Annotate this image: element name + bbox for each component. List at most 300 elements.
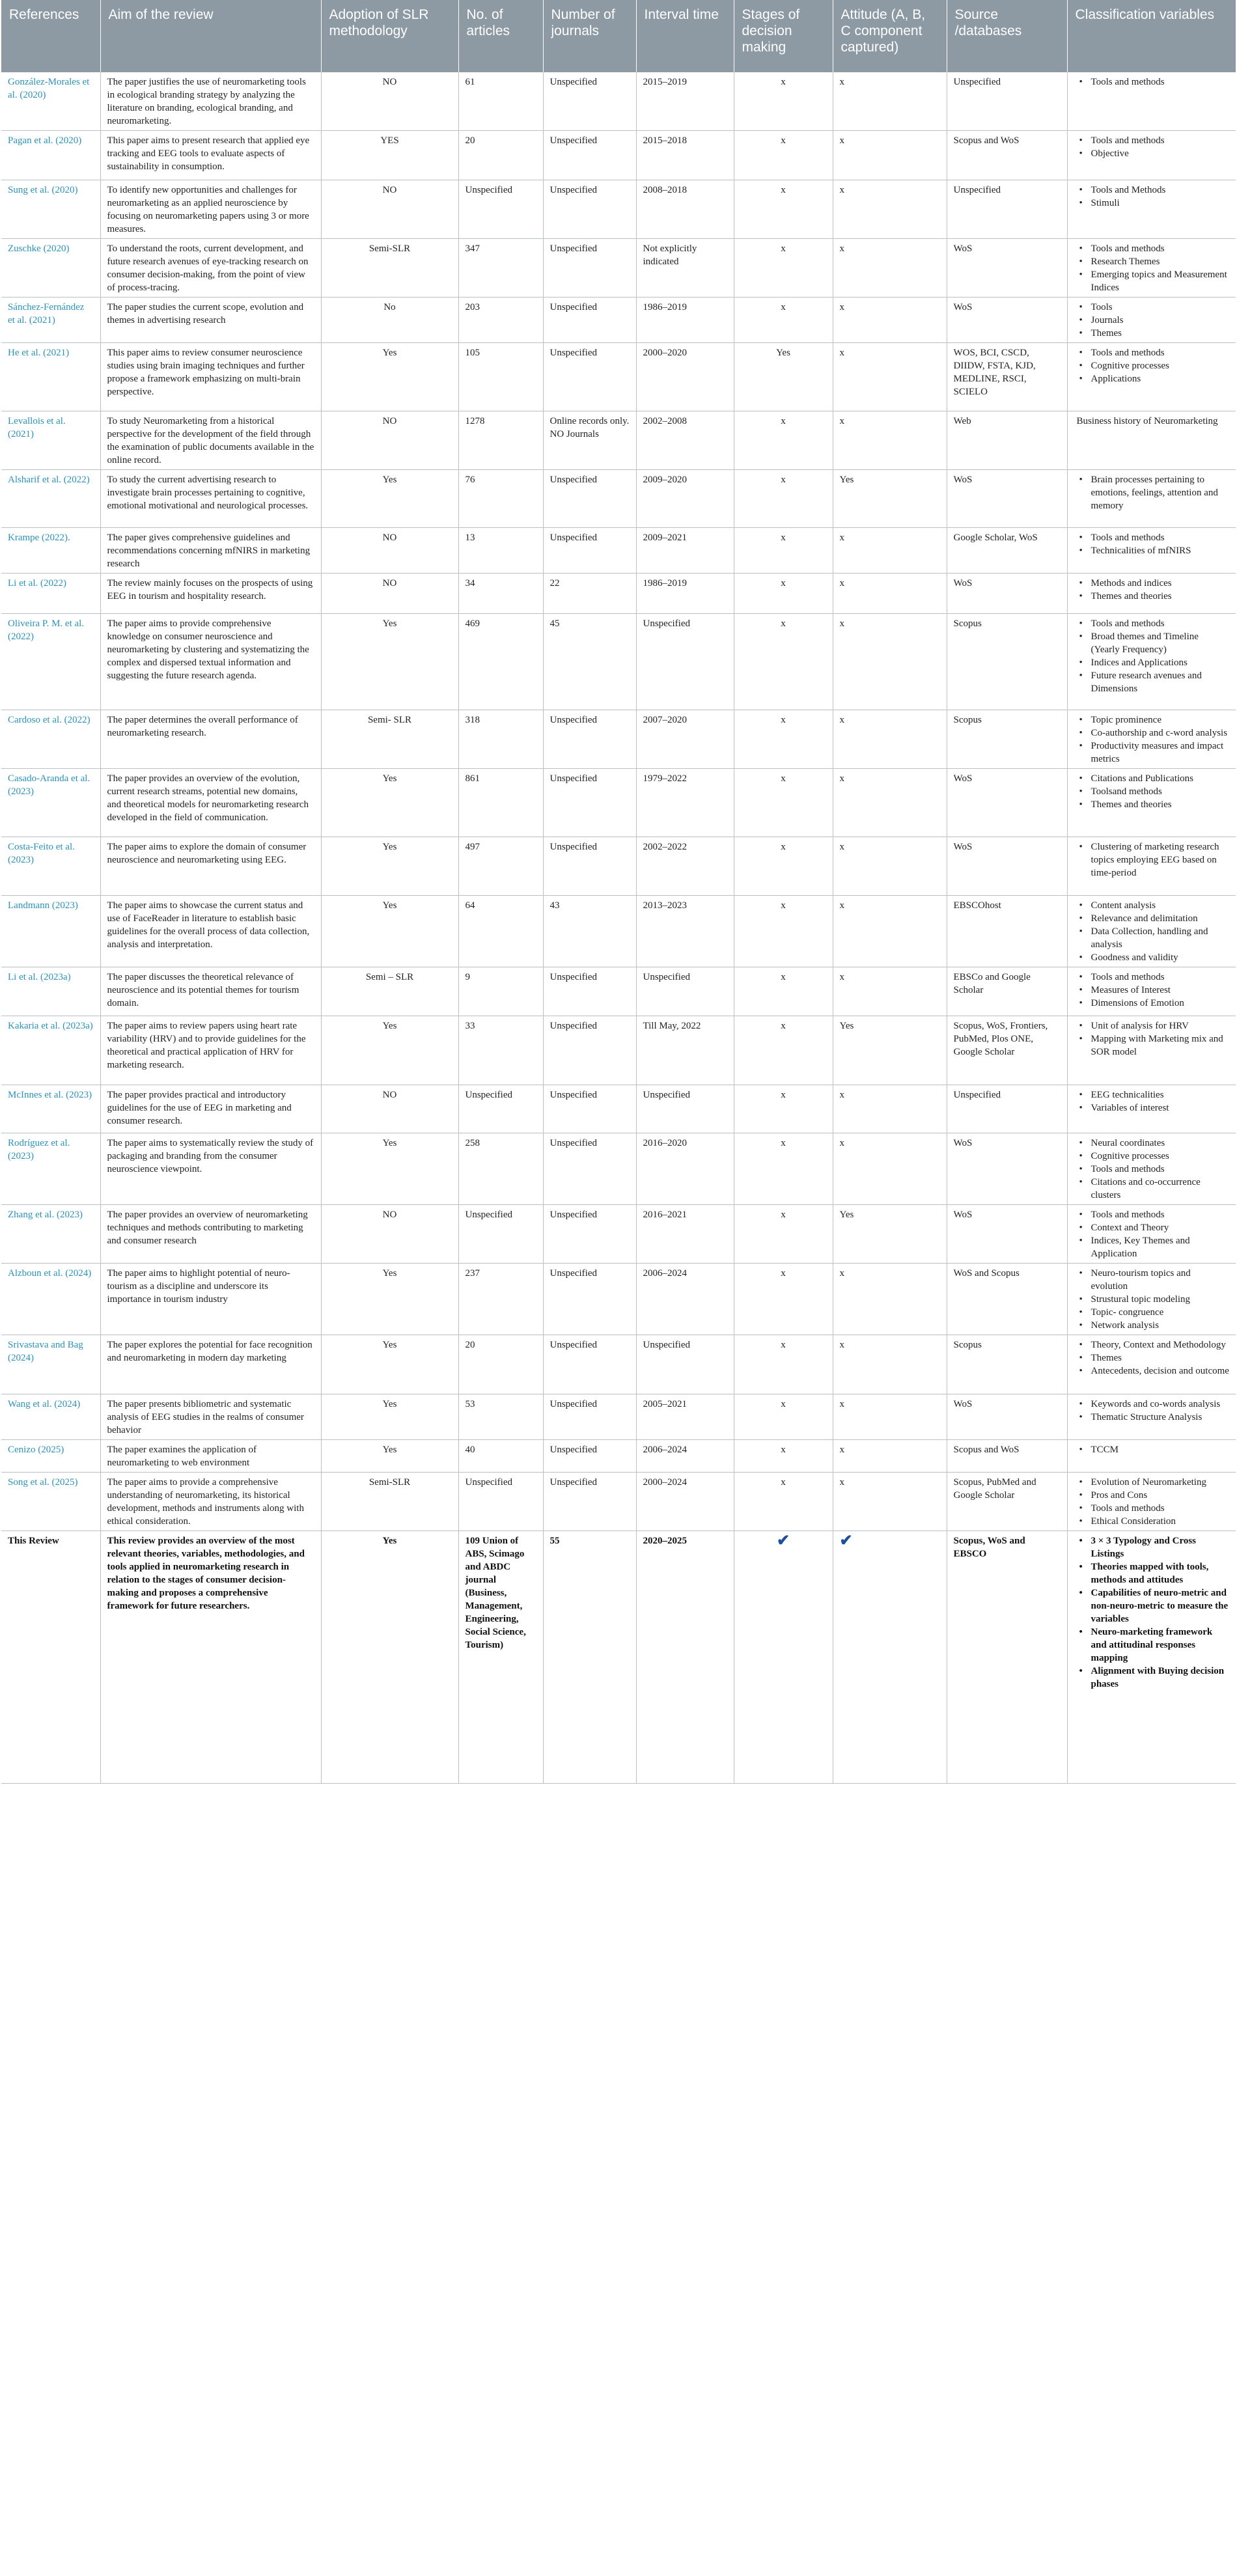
classification-cell	[1067, 1085, 1236, 1133]
attitude-value: x	[839, 1445, 844, 1455]
reference-link[interactable]: Srivastava and Bag (2024)	[1, 1335, 100, 1394]
slr-cell: Semi-SLR	[321, 1473, 458, 1531]
classification-item: • Network analysis	[1077, 1319, 1230, 1332]
articles-cell: 347	[458, 239, 543, 298]
stages-value: x	[781, 972, 786, 982]
classification-item: • Relevance and delimitation	[1077, 912, 1230, 925]
table-row	[1, 1531, 1236, 1784]
table-row	[1, 837, 1236, 896]
classification-list	[1077, 1088, 1230, 1115]
classification-cell	[1067, 298, 1236, 343]
classification-item: • Measures of Interest	[1077, 984, 1230, 997]
reference-link[interactable]: Landmann (2023)	[1, 896, 100, 967]
classification-item: • Themes	[1077, 1351, 1230, 1364]
interval-cell: 2015–2019	[636, 72, 734, 131]
slr-cell: Yes	[321, 1264, 458, 1335]
attitude-value: x	[839, 618, 844, 629]
classification-list	[1077, 577, 1230, 603]
stages-cell	[734, 343, 833, 411]
stages-cell	[734, 180, 833, 239]
reference-link[interactable]: Levallois et al. (2021)	[1, 411, 100, 470]
attitude-value: Yes	[839, 1021, 854, 1031]
articles-cell: Unspecified	[458, 1473, 543, 1531]
header-source: Source /databases	[947, 0, 1067, 72]
classification-item: • Tools and methods	[1077, 134, 1230, 147]
attitude-cell	[833, 239, 947, 298]
aim-cell: To study Neuromarketing from a historical perspective for the development of the field through the examination of public documents available in the online record.	[100, 411, 321, 470]
reference-link[interactable]: Alsharif et al. (2022)	[1, 470, 100, 528]
classification-list	[1077, 772, 1230, 811]
journals-cell: Unspecified	[543, 131, 636, 180]
header-slr-adoption: Adoption of SLR methodology	[321, 0, 458, 72]
classification-list	[1077, 1398, 1230, 1424]
classification-item: • Indices and Applications	[1077, 656, 1230, 669]
table-body	[1, 72, 1236, 1784]
attitude-cell	[833, 528, 947, 574]
stages-value: x	[781, 243, 786, 254]
interval-cell: 2002–2008	[636, 411, 734, 470]
interval-cell: 2016–2021	[636, 1205, 734, 1264]
classification-item: • Citations and Publications	[1077, 772, 1230, 785]
reference-link[interactable]: Song et al. (2025)	[1, 1473, 100, 1531]
classification-list	[1077, 76, 1230, 89]
articles-cell: 61	[458, 72, 543, 131]
interval-cell: Unspecified	[636, 1085, 734, 1133]
stages-value: x	[781, 1445, 786, 1455]
interval-cell: Not explicitly indicated	[636, 239, 734, 298]
classification-list	[1077, 473, 1230, 512]
stages-cell	[734, 1531, 833, 1784]
classification-item: • Emerging topics and Measurement Indices	[1077, 268, 1230, 294]
reference-link[interactable]: Sung et al. (2020)	[1, 180, 100, 239]
stages-value: x	[781, 1210, 786, 1220]
source-cell: Scopus, WoS, Frontiers, PubMed, Plos ONE, Google Scholar	[947, 1016, 1067, 1085]
stages-cell	[734, 1264, 833, 1335]
attitude-cell	[833, 1473, 947, 1531]
classification-item: • Co-authorship and c-word analysis	[1077, 727, 1230, 740]
stages-value: x	[781, 1268, 786, 1279]
reference-link[interactable]: Alzboun et al. (2024)	[1, 1264, 100, 1335]
stages-value: x	[781, 1090, 786, 1100]
classification-cell	[1067, 180, 1236, 239]
reference-link[interactable]: Wang et al. (2024)	[1, 1394, 100, 1440]
stages-value: x	[781, 77, 786, 87]
reference-link[interactable]: Casado-Aranda et al. (2023)	[1, 769, 100, 837]
classification-list	[1077, 971, 1230, 1010]
classification-item: • Tools and methods	[1077, 1502, 1230, 1515]
source-cell: Web	[947, 411, 1067, 470]
classification-item: • Technicalities of mfNIRS	[1077, 544, 1230, 557]
reference-link[interactable]: Cenizo (2025)	[1, 1440, 100, 1473]
table-row	[1, 1335, 1236, 1394]
stages-value: x	[781, 618, 786, 629]
classification-item: • Mapping with Marketing mix and SOR model	[1077, 1032, 1230, 1059]
aim-cell: The paper determines the overall performance of neuromarketing research.	[100, 710, 321, 769]
slr-cell: Yes	[321, 1335, 458, 1394]
table-row	[1, 1205, 1236, 1264]
stages-value: x	[781, 135, 786, 146]
journals-cell: Unspecified	[543, 1085, 636, 1133]
journals-cell: Unspecified	[543, 1440, 636, 1473]
source-cell: Unspecified	[947, 180, 1067, 239]
table-row	[1, 131, 1236, 180]
classification-item: • Brain processes pertaining to emotions, feelings, attention and memory	[1077, 473, 1230, 512]
articles-cell: 9	[458, 967, 543, 1016]
source-cell: Scopus, WoS and EBSCO	[947, 1531, 1067, 1784]
stages-value: x	[781, 1021, 786, 1031]
interval-cell: 2015–2018	[636, 131, 734, 180]
attitude-cell	[833, 1335, 947, 1394]
attitude-value: x	[839, 1090, 844, 1100]
source-cell: Unspecified	[947, 1085, 1067, 1133]
classification-cell	[1067, 614, 1236, 710]
reference-link[interactable]: Krampe (2022).	[1, 528, 100, 574]
classification-item: • Tools and methods	[1077, 531, 1230, 544]
aim-cell: The paper provides an overview of neuromarketing techniques and methods contributing to marketing and consumer research	[100, 1205, 321, 1264]
stages-value: x	[781, 1340, 786, 1350]
articles-cell: 33	[458, 1016, 543, 1085]
interval-cell: 2006–2024	[636, 1440, 734, 1473]
attitude-cell	[833, 1133, 947, 1205]
aim-cell: This paper aims to present research that applied eye tracking and EEG tools to evaluate aspects of sustainability in consumption.	[100, 131, 321, 180]
header-classification: Classification variables	[1067, 0, 1236, 72]
classification-cell	[1067, 1473, 1236, 1531]
articles-cell: 1278	[458, 411, 543, 470]
classification-cell	[1067, 710, 1236, 769]
classification-list	[1077, 617, 1230, 695]
reference-link[interactable]: Cardoso et al. (2022)	[1, 710, 100, 769]
attitude-value: x	[839, 302, 844, 312]
classification-cell	[1067, 1531, 1236, 1784]
attitude-value: x	[839, 135, 844, 146]
interval-cell: Till May, 2022	[636, 1016, 734, 1085]
stages-value: x	[781, 533, 786, 543]
slr-cell: Yes	[321, 614, 458, 710]
classification-item: • 3 × 3 Typology and Cross Listings	[1077, 1534, 1230, 1560]
classification-item: • Cognitive processes	[1077, 1150, 1230, 1163]
articles-cell: 53	[458, 1394, 543, 1440]
interval-cell: 1986–2019	[636, 298, 734, 343]
classification-item: • Tools and methods	[1077, 76, 1230, 89]
journals-cell: Unspecified	[543, 769, 636, 837]
classification-item: • Tools and methods	[1077, 346, 1230, 359]
classification-cell	[1067, 837, 1236, 896]
journals-cell: Unspecified	[543, 710, 636, 769]
attitude-value: x	[839, 1399, 844, 1409]
reference-link[interactable]: Sánchez-Fernández et al. (2021)	[1, 298, 100, 343]
reference-link[interactable]: Li et al. (2022)	[1, 574, 100, 614]
slr-cell: NO	[321, 72, 458, 131]
classification-list	[1077, 1443, 1230, 1456]
classification-cell	[1067, 1264, 1236, 1335]
journals-cell: 22	[543, 574, 636, 614]
attitude-value: x	[839, 900, 844, 911]
classification-list	[1077, 184, 1230, 210]
table-row	[1, 1016, 1236, 1085]
table-row	[1, 574, 1236, 614]
slr-cell: NO	[321, 1205, 458, 1264]
source-cell: WoS	[947, 1133, 1067, 1205]
slr-cell: NO	[321, 180, 458, 239]
articles-cell: 34	[458, 574, 543, 614]
classification-item: • Alignment with Buying decision phases	[1077, 1665, 1230, 1691]
stages-cell	[734, 131, 833, 180]
source-cell: WoS	[947, 1205, 1067, 1264]
interval-cell: 2009–2020	[636, 470, 734, 528]
classification-item: • Context and Theory	[1077, 1221, 1230, 1234]
classification-cell	[1067, 1016, 1236, 1085]
source-cell: WoS and Scopus	[947, 1264, 1067, 1335]
table-row	[1, 180, 1236, 239]
table-row	[1, 710, 1236, 769]
source-cell: Scopus and WoS	[947, 131, 1067, 180]
attitude-cell	[833, 1016, 947, 1085]
aim-cell: The paper aims to provide comprehensive knowledge on consumer neuroscience and neuromarketing by clustering and systematizing the complex and dispersed textual information and suggesting the future research agenda.	[100, 614, 321, 710]
attitude-value: x	[839, 348, 844, 358]
reference-link[interactable]: Costa-Feito et al. (2023)	[1, 837, 100, 896]
source-cell: Scopus and WoS	[947, 1440, 1067, 1473]
header-aim: Aim of the review	[100, 0, 321, 72]
slr-cell: Semi- SLR	[321, 710, 458, 769]
aim-cell: The paper gives comprehensive guidelines and recommendations concerning mfNIRS in marketing research	[100, 528, 321, 574]
classification-item: • Citations and co-occurrence clusters	[1077, 1176, 1230, 1202]
classification-item: • Neural coordinates	[1077, 1137, 1230, 1150]
stages-cell	[734, 710, 833, 769]
attitude-cell	[833, 131, 947, 180]
interval-cell: 2008–2018	[636, 180, 734, 239]
attitude-cell	[833, 1531, 947, 1784]
table-header-row	[1, 0, 1236, 72]
source-cell: EBSCo and Google Scholar	[947, 967, 1067, 1016]
table-row	[1, 470, 1236, 528]
classification-item: • Topic- congruence	[1077, 1306, 1230, 1319]
interval-cell: 1979–2022	[636, 769, 734, 837]
classification-item: • Stimuli	[1077, 197, 1230, 210]
source-cell: WoS	[947, 1394, 1067, 1440]
reference-link[interactable]: He et al. (2021)	[1, 343, 100, 411]
attitude-cell	[833, 1264, 947, 1335]
journals-cell: Unspecified	[543, 298, 636, 343]
stages-cell	[734, 411, 833, 470]
table-row	[1, 1394, 1236, 1440]
articles-cell: 203	[458, 298, 543, 343]
classification-item: • Themes	[1077, 327, 1230, 340]
classification-list	[1077, 1534, 1230, 1691]
journals-cell: 45	[543, 614, 636, 710]
aim-cell: The paper provides an overview of the evolution, current research streams, potential new domains, and theoretical models for neuromarketing research developed in the field of communication.	[100, 769, 321, 837]
stages-cell	[734, 528, 833, 574]
attitude-cell	[833, 769, 947, 837]
aim-cell: The paper aims to review papers using heart rate variability (HRV) and to provide guidelines for the theoretical and practical application of HRV for marketing research.	[100, 1016, 321, 1085]
journals-cell: 43	[543, 896, 636, 967]
reference-link[interactable]: Rodríguez et al. (2023)	[1, 1133, 100, 1205]
classification-list	[1077, 242, 1230, 294]
table-row	[1, 1085, 1236, 1133]
stages-value: x	[781, 185, 786, 195]
slr-cell: YES	[321, 131, 458, 180]
slr-cell: Yes	[321, 837, 458, 896]
stages-value: x	[781, 1399, 786, 1409]
stages-cell	[734, 1085, 833, 1133]
classification-item: • Journals	[1077, 314, 1230, 327]
reference-link[interactable]: Kakaria et al. (2023a)	[1, 1016, 100, 1085]
reference-link: This Review	[1, 1531, 100, 1784]
attitude-value: Yes	[839, 475, 854, 485]
articles-cell: 861	[458, 769, 543, 837]
classification-cell	[1067, 769, 1236, 837]
slr-cell: Yes	[321, 1531, 458, 1784]
table-row	[1, 967, 1236, 1016]
slr-cell: NO	[321, 411, 458, 470]
aim-cell: The review mainly focuses on the prospects of using EEG in tourism and hospitality research.	[100, 574, 321, 614]
aim-cell: The paper aims to explore the domain of consumer neuroscience and neuromarketing using EEG.	[100, 837, 321, 896]
attitude-value: Yes	[839, 1210, 854, 1220]
classification-cell	[1067, 528, 1236, 574]
slr-cell: NO	[321, 574, 458, 614]
source-cell: WoS	[947, 298, 1067, 343]
journals-cell: Unspecified	[543, 343, 636, 411]
journals-cell: Unspecified	[543, 528, 636, 574]
source-cell: Scopus	[947, 710, 1067, 769]
classification-item: • Capabilities of neuro-metric and non-neuro-metric to measure the variables	[1077, 1586, 1230, 1626]
slr-cell: Semi-SLR	[321, 239, 458, 298]
classification-item: • Clustering of marketing research topics employing EEG based on time-period	[1077, 840, 1230, 879]
classification-item: • Neuro-marketing framework and attitudinal responses mapping	[1077, 1626, 1230, 1665]
stages-cell	[734, 298, 833, 343]
interval-cell: 2000–2024	[636, 1473, 734, 1531]
stages-cell	[734, 967, 833, 1016]
reference-link[interactable]: McInnes et al. (2023)	[1, 1085, 100, 1133]
articles-cell: 497	[458, 837, 543, 896]
stages-cell	[734, 1473, 833, 1531]
stages-value: x	[781, 1477, 786, 1488]
aim-cell: This paper aims to review consumer neuroscience studies using brain imaging techniques and further propose a framework emphasizing on multi-brain perspective.	[100, 343, 321, 411]
attitude-value: x	[839, 416, 844, 426]
aim-cell: The paper studies the current scope, evolution and themes in advertising research	[100, 298, 321, 343]
interval-cell: Unspecified	[636, 967, 734, 1016]
classification-item: • Data Collection, handling and analysis	[1077, 925, 1230, 951]
table-row	[1, 298, 1236, 343]
source-cell: WoS	[947, 837, 1067, 896]
classification-list	[1077, 1019, 1230, 1059]
journals-cell: Online records only. NO Journals	[543, 411, 636, 470]
articles-cell: 109 Union of ABS, Scimago and ABDC journal (Business, Management, Engineering, Social Science, Tourism)	[458, 1531, 543, 1784]
classification-item: • Ethical Consideration	[1077, 1515, 1230, 1528]
slr-cell: Yes	[321, 1394, 458, 1440]
interval-cell: 2016–2020	[636, 1133, 734, 1205]
slr-cell: Semi – SLR	[321, 967, 458, 1016]
table-row	[1, 1473, 1236, 1531]
attitude-value: x	[839, 715, 844, 725]
classification-cell	[1067, 72, 1236, 131]
reference-link[interactable]: Zhang et al. (2023)	[1, 1205, 100, 1264]
classification-item: • Content analysis	[1077, 899, 1230, 912]
slr-cell: NO	[321, 528, 458, 574]
aim-cell: The paper discusses the theoretical relevance of neuroscience and its potential themes for tourism domain.	[100, 967, 321, 1016]
journals-cell: Unspecified	[543, 239, 636, 298]
attitude-value: x	[839, 533, 844, 543]
attitude-cell	[833, 1394, 947, 1440]
attitude-cell	[833, 72, 947, 131]
classification-item: • Tools and methods	[1077, 1163, 1230, 1176]
source-cell: Google Scholar, WoS	[947, 528, 1067, 574]
classification-item: • Goodness and validity	[1077, 951, 1230, 964]
classification-item: • Themes and theories	[1077, 590, 1230, 603]
aim-cell: The paper aims to systematically review the study of packaging and branding from the consumer neuroscience viewpoint.	[100, 1133, 321, 1205]
classification-item: • Research Themes	[1077, 255, 1230, 268]
classification-item: • Pros and Cons	[1077, 1489, 1230, 1502]
stages-value: x	[781, 302, 786, 312]
reference-link[interactable]: Zuschke (2020)	[1, 239, 100, 298]
interval-cell: 2007–2020	[636, 710, 734, 769]
stages-cell	[734, 574, 833, 614]
classification-list	[1077, 1208, 1230, 1260]
table-row	[1, 896, 1236, 967]
classification-item: • Evolution of Neuromarketing	[1077, 1476, 1230, 1489]
interval-cell: 2020–2025	[636, 1531, 734, 1784]
slr-cell: NO	[321, 1085, 458, 1133]
table-row	[1, 1133, 1236, 1205]
classification-list	[1077, 531, 1230, 557]
attitude-cell	[833, 896, 947, 967]
attitude-value: x	[839, 185, 844, 195]
attitude-cell	[833, 298, 947, 343]
reference-link[interactable]: González-Morales et al. (2020)	[1, 72, 100, 131]
aim-cell: The paper presents bibliometric and systematic analysis of EEG studies in the realms of consumer behavior	[100, 1394, 321, 1440]
classification-cell	[1067, 1335, 1236, 1394]
classification-item: • Applications	[1077, 372, 1230, 385]
stages-value: x	[781, 842, 786, 852]
interval-cell: 2002–2022	[636, 837, 734, 896]
checkmark-icon: ✔	[839, 1532, 853, 1549]
stages-cell	[734, 1394, 833, 1440]
stages-cell	[734, 769, 833, 837]
interval-cell: 2005–2021	[636, 1394, 734, 1440]
stages-value: x	[781, 475, 786, 485]
articles-cell: 20	[458, 131, 543, 180]
attitude-cell	[833, 614, 947, 710]
aim-cell: The paper aims to showcase the current status and use of FaceReader in literature to establish basic guidelines for the overall process of data collection, analysis and interpretation.	[100, 896, 321, 967]
journals-cell: 55	[543, 1531, 636, 1784]
table-row	[1, 769, 1236, 837]
table-row	[1, 239, 1236, 298]
classification-item: • Themes and theories	[1077, 798, 1230, 811]
slr-cell: Yes	[321, 1016, 458, 1085]
classification-cell: Business history of Neuromarketing	[1067, 411, 1236, 470]
header-references: References	[1, 0, 100, 72]
classification-item: • Unit of analysis for HRV	[1077, 1019, 1230, 1032]
articles-cell: Unspecified	[458, 1085, 543, 1133]
attitude-cell	[833, 343, 947, 411]
articles-cell: Unspecified	[458, 1205, 543, 1264]
classification-list	[1077, 899, 1230, 964]
stages-cell	[734, 1133, 833, 1205]
attitude-cell	[833, 180, 947, 239]
classification-item: • Keywords and co-words analysis	[1077, 1398, 1230, 1411]
header-attitude: Attitude (A, B, C component captured)	[833, 0, 947, 72]
reference-link[interactable]: Li et al. (2023a)	[1, 967, 100, 1016]
aim-cell: This review provides an overview of the most relevant theories, variables, methodologies, and tools applied in neuromarketing research in relation to the stages of consumer decision-making and proposes a comprehensive framework for future researchers.	[100, 1531, 321, 1784]
classification-item: • EEG technicalities	[1077, 1088, 1230, 1101]
reference-link[interactable]: Oliveira P. M. et al. (2022)	[1, 614, 100, 710]
attitude-cell	[833, 1085, 947, 1133]
reference-link[interactable]: Pagan et al. (2020)	[1, 131, 100, 180]
classification-cell	[1067, 1133, 1236, 1205]
table-row	[1, 614, 1236, 710]
articles-cell: 20	[458, 1335, 543, 1394]
journals-cell: Unspecified	[543, 470, 636, 528]
header-stages: Stages of decision making	[734, 0, 833, 72]
